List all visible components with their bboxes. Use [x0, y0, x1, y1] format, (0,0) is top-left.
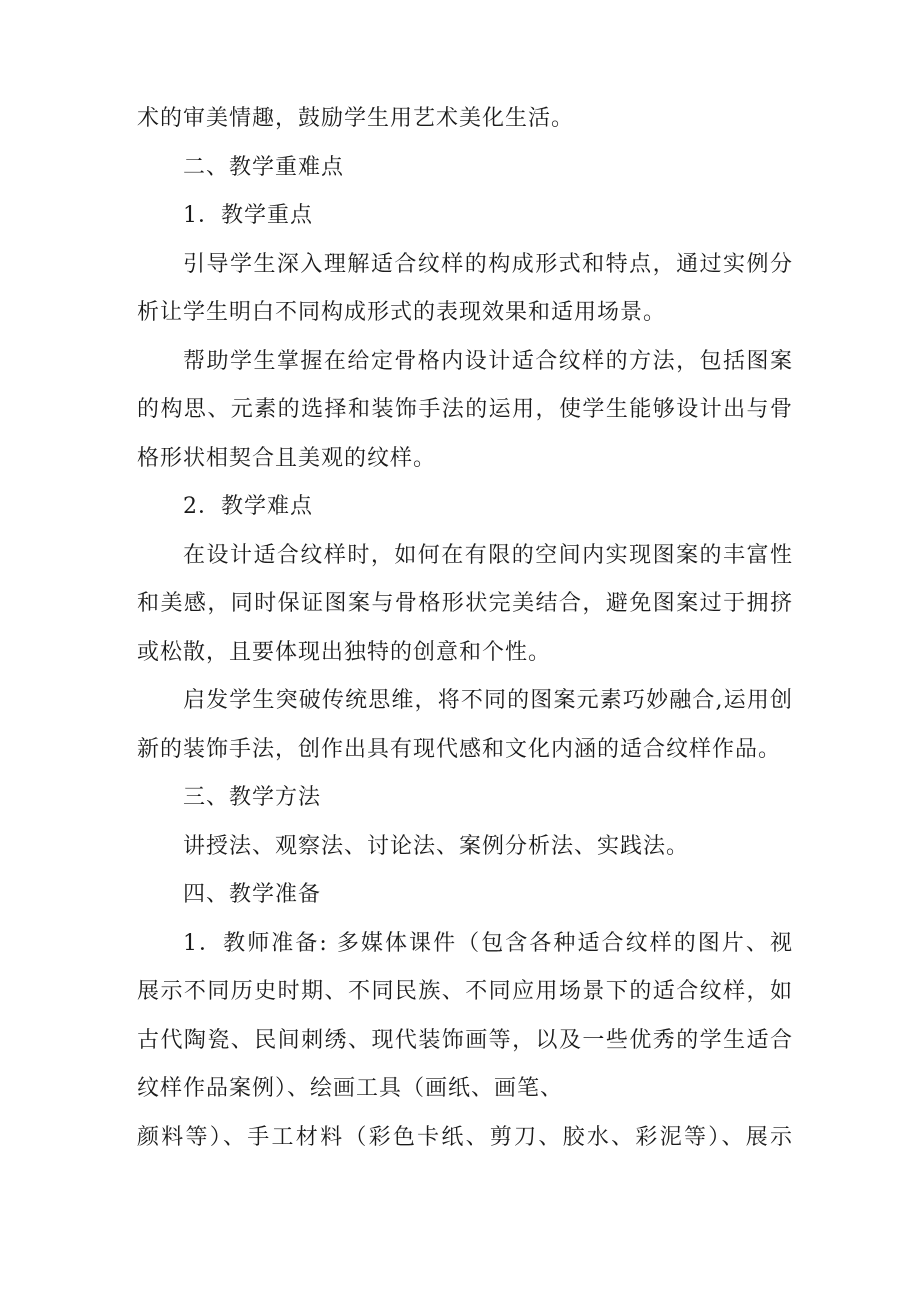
text-line: 的构思、元素的选择和装饰手法的运用，使学生能够设计出与骨 [137, 397, 793, 422]
text-line: 和美感，同时保证图案与骨格形状完美结合，避免图案过于拥挤 [137, 591, 793, 616]
text-line: 在设计适合纹样时，如何在有限的空间内实现图案的丰富性 [183, 542, 793, 568]
text-line: 引导学生深入理解适合纹样的构成形式和特点，通过实例分 [183, 251, 793, 277]
document-body [137, 95, 793, 1162]
text-line: 新的装饰手法，创作出具有现代感和文化内涵的适合纹样作品。 [137, 736, 782, 762]
text-line: 格形状相契合且美观的纹样。 [137, 445, 437, 471]
text-line: 古代陶瓷、民间刺绣、现代装饰画等，以及一些优秀的学生适合 [137, 1027, 793, 1053]
text-line: 展示不同历史时期、不同民族、不同应用场景下的适合纹样，如 [137, 979, 793, 1004]
subsection-heading: 1．教学重点 [183, 203, 313, 228]
text-line: 1．教师准备: 多媒体课件（包含各种适合纹样的图片、视 [183, 930, 793, 956]
text-line: 讲授法、观察法、讨论法、案例分析法、实践法。 [183, 833, 690, 859]
text-line: 术的审美情趣，鼓励学生用艺术美化生活。 [137, 106, 575, 131]
text-line: 纹样作品案例）、绘画工具（画纸、画笔、 [137, 1076, 564, 1101]
section-heading: 二、教学重难点 [183, 154, 345, 180]
text-line: 颜料等）、手工材料（彩色卡纸、剪刀、胶水、彩泥等）、展示 [137, 1124, 793, 1150]
section-heading: 四、教学准备 [183, 882, 322, 907]
text-line: 或松散，且要体现出独特的创意和个性。 [137, 639, 552, 665]
text-line: 析让学生明白不同构成形式的表现效果和适用场景。 [137, 300, 667, 325]
subsection-heading: 2．教学难点 [183, 494, 313, 519]
text-line: 启发学生突破传统思维，将不同的图案元素巧妙融合,运用创 [183, 688, 793, 713]
text-line: 帮助学生掌握在给定骨格内设计适合纹样的方法，包括图案 [183, 348, 793, 374]
section-heading: 三、教学方法 [183, 785, 322, 810]
